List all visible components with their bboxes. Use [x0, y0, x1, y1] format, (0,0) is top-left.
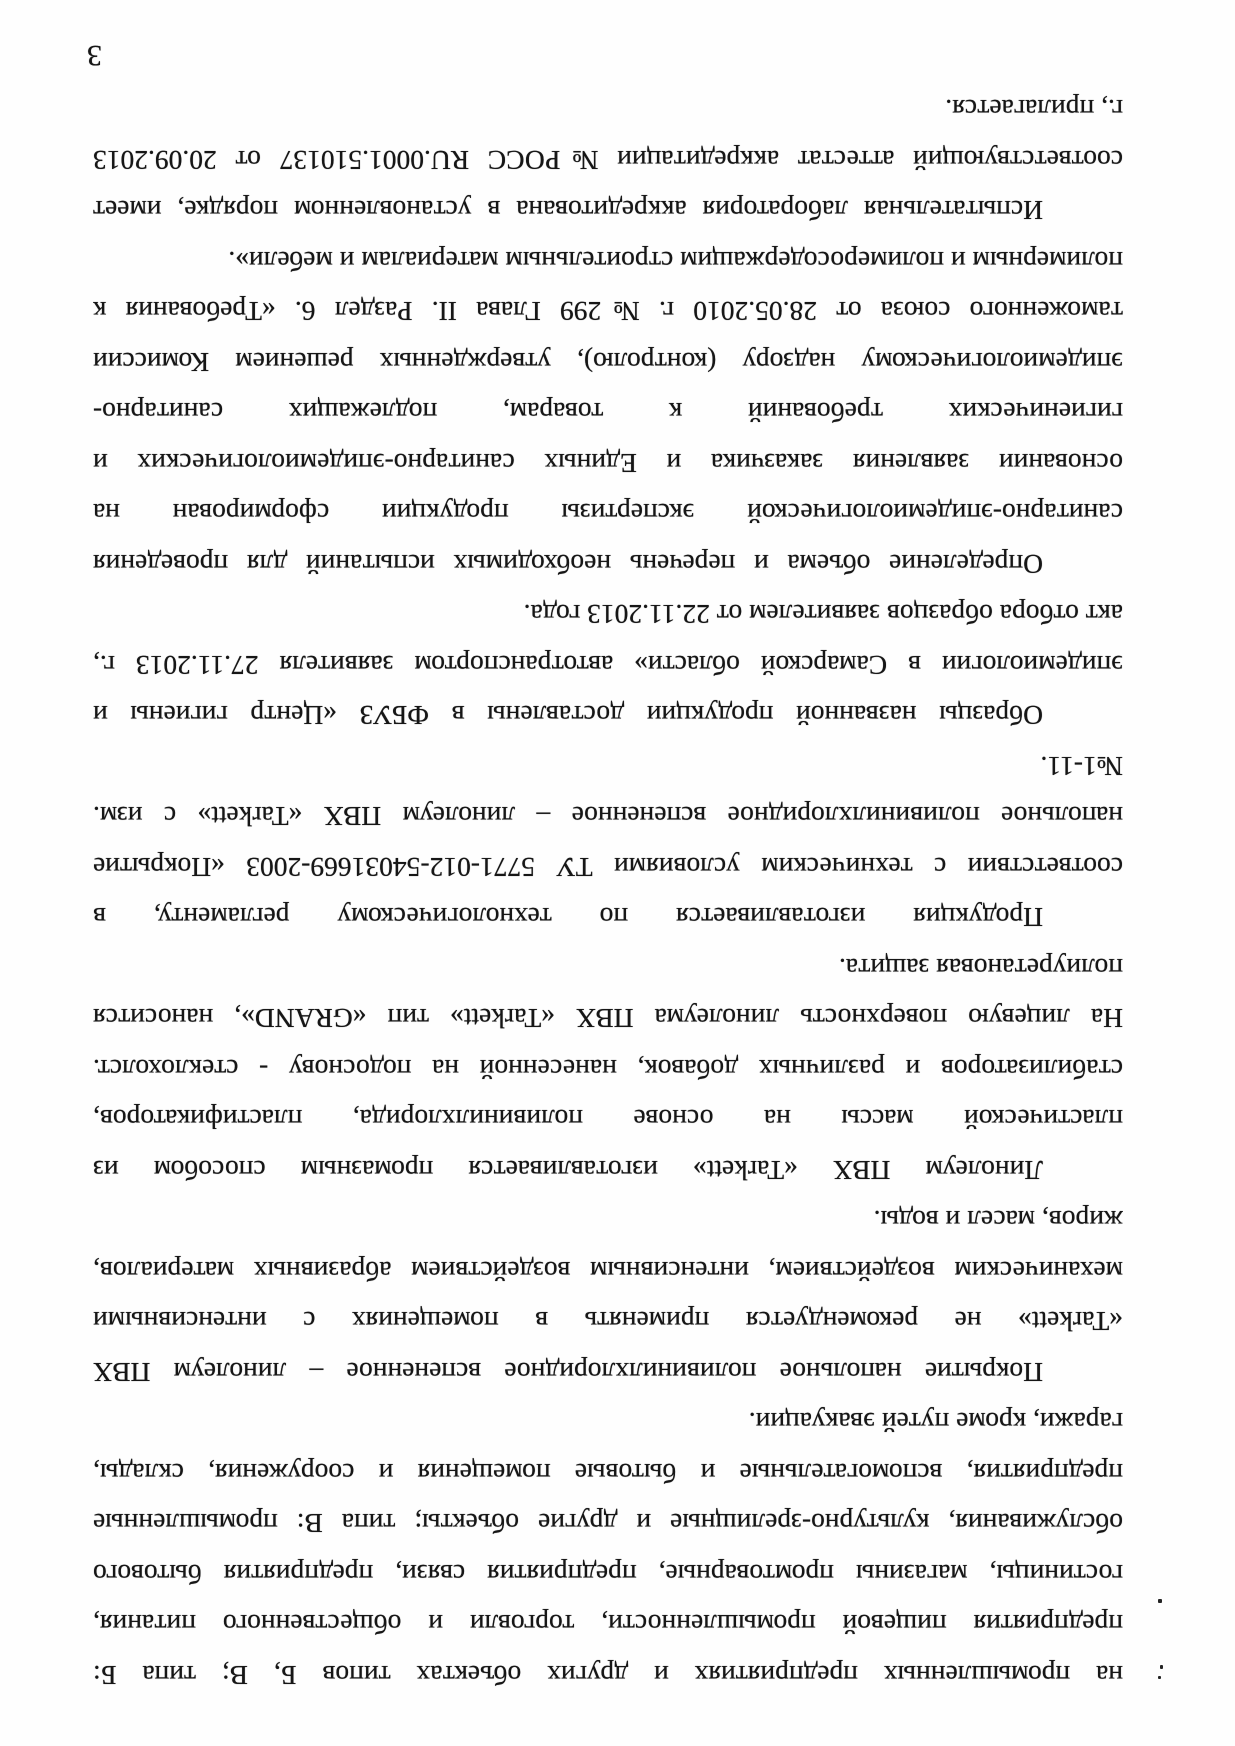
text-line: полиуретановая защита. — [838, 953, 1123, 984]
paragraph — [93, 1195, 1123, 1397]
text-line: На лицевую поверхность линолеума ПВХ «Tarkett» тип «GRAND», наносится — [93, 1003, 1123, 1035]
text-line: соответствии с техническим условиями ТУ 5771-012-54031669-2003 «Покрытие — [93, 852, 1123, 883]
text-line: гаражи, кроме путей эвакуации. — [748, 1407, 1123, 1439]
text-line: основании заявления заказчика и Единых санитарно-эпидемиологических и — [93, 448, 1123, 479]
text-line: эпидемиологическому надзору (контролю), утвержденных решением Комиссии — [93, 347, 1123, 378]
text-line: таможенного союза от 28.05.2010 г. №299 Глава II. Раздел 6. «Требования к — [93, 296, 1123, 328]
text-line: жиров, масел и воды. — [873, 1205, 1123, 1237]
text-line: на промышленных предприятиях и других объектах типов Б, В; типа Б: — [93, 1660, 1123, 1691]
text-line: соответствующий аттестат аккредитации №РОСС RU.0001.510137 от 20.09.2013 — [93, 145, 1123, 176]
document-body-text — [93, 84, 1123, 1700]
paragraph — [93, 741, 1123, 943]
text-line: Определение объема и перечень необходимых испытаний для проведения — [93, 549, 1043, 580]
paragraph — [93, 236, 1123, 590]
text-line: «Tarkett» не рекомендуется применять в помещениях с интенсивными — [93, 1306, 1123, 1338]
text-line: Испытательная лаборатория аккредитована в установленном порядке, имеет — [93, 195, 1043, 227]
text-line: полимерным и полимеросодержащим строительным материалам и мебели». — [228, 246, 1123, 277]
text-line: предприятия, вспомогательные и бытовые помещения и сооружения, склады, — [93, 1458, 1123, 1489]
paragraph — [93, 943, 1123, 1196]
text-line: гостиницы, магазины промтоварные, предприятия связи, предприятия бытового — [93, 1559, 1123, 1590]
scan-speck — [1158, 1676, 1161, 1679]
text-line: обслуживания, культурно-зрелищные и другие объекты; типа В: промышленные — [93, 1508, 1123, 1540]
text-line: Образцы названной продукции доставлены в ФБУЗ «Центр гигиены и — [93, 700, 1043, 732]
paragraph — [93, 589, 1123, 741]
page-number: 3 — [87, 39, 102, 72]
paragraph — [93, 84, 1123, 236]
text-line: санитарно-эпидемиологической экспертизы продукции сформирован на — [93, 498, 1123, 530]
text-line: акт отбора образцов заявителем от 22.11.2013 года. — [523, 599, 1123, 631]
text-line: Покрытие напольное поливинилхлоридное вспененное – линолеум ПВХ — [93, 1357, 1043, 1388]
text-line: напольное поливинилхлоридное вспененное – линолеум ПВХ «Tarkett» с изм. — [93, 801, 1123, 833]
text-line: №1-11. — [1040, 751, 1123, 782]
text-line: Линолеум ПВХ «Tarkett» изготавливается промазным способом из — [93, 1155, 1043, 1186]
paragraph — [93, 1397, 1123, 1700]
text-line: г., прилагается. — [945, 94, 1123, 126]
scan-speck — [1158, 1599, 1162, 1603]
text-line: Продукция изготавливается по технологическому регламенту, в — [93, 902, 1043, 934]
text-line: механическим воздействием, интенсивным воздействием абразивных материалов, — [93, 1256, 1123, 1287]
text-line: стабилизаторов и различных добавок, нанесенной на подоснову - стеклохолст. — [93, 1054, 1123, 1085]
text-line: пластической массы на основе поливинилхлорида, пластификаторов, — [93, 1104, 1123, 1136]
text-line: эпидемиологии в Самарской области» автотранспортом заявителя 27.11.2013 г., — [93, 650, 1123, 681]
scan-speck — [1160, 1665, 1163, 1669]
text-line: гигиенических требований к товарам, подлежащих санитарно- — [93, 397, 1123, 429]
text-line: предприятия пищевой промышленности, торговли и общественного питания, — [93, 1609, 1123, 1641]
